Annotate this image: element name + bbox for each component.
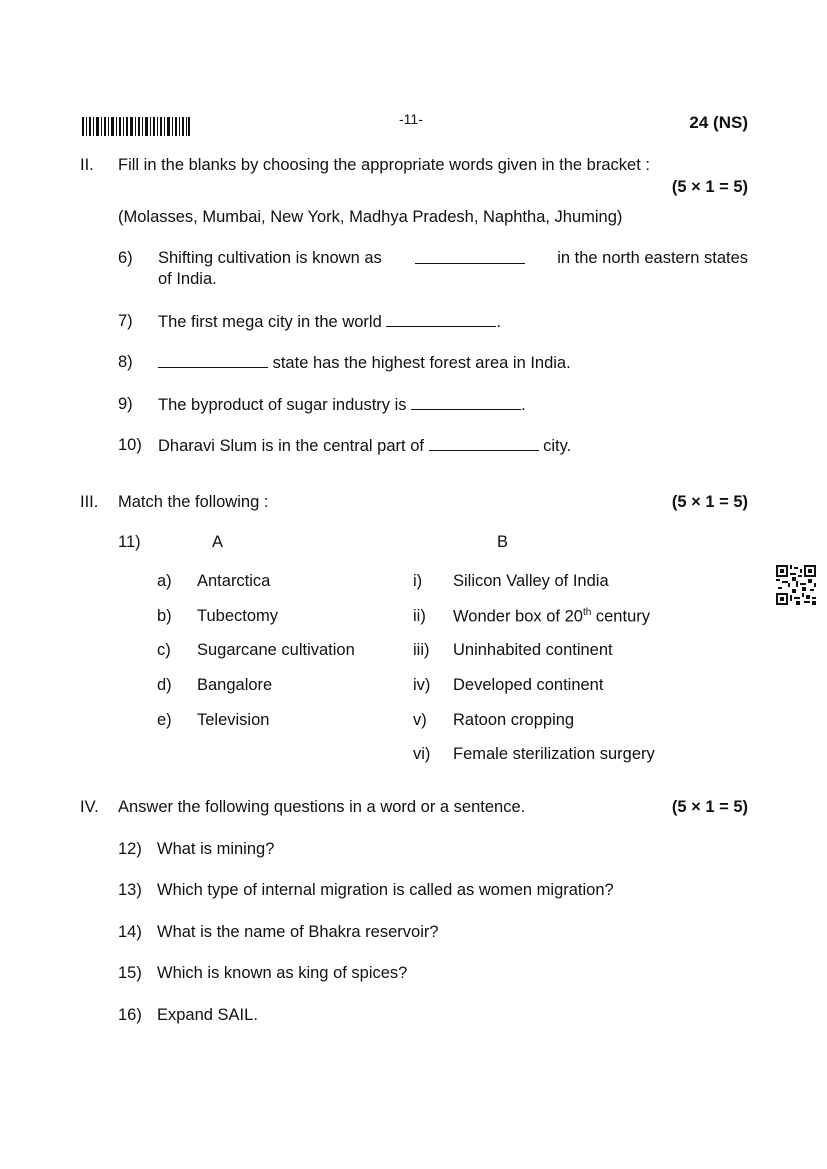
question-number: 6) bbox=[118, 249, 133, 267]
match-a-label: b) bbox=[157, 607, 172, 625]
section-2-roman: II. bbox=[80, 156, 94, 174]
question-text: What is the name of Bhakra reservoir? bbox=[157, 923, 439, 941]
column-a-header: A bbox=[212, 533, 224, 551]
question-number: 12) bbox=[118, 840, 142, 858]
answer-blank bbox=[429, 436, 539, 451]
match-b-label: v) bbox=[413, 711, 427, 729]
question-number: 14) bbox=[118, 923, 142, 941]
question-text: Which type of internal migration is called as women migration? bbox=[157, 881, 614, 899]
match-a-label: a) bbox=[157, 572, 172, 590]
match-b-label: iv) bbox=[413, 676, 431, 694]
match-a-text: Tubectomy bbox=[197, 607, 279, 625]
match-a-label: d) bbox=[157, 676, 172, 694]
match-a-text: Sugarcane cultivation bbox=[197, 641, 355, 659]
question-number: 16) bbox=[118, 1006, 142, 1024]
match-b-label: iii) bbox=[413, 641, 430, 659]
section-2-options: (Molasses, Mumbai, New York, Madhya Pradesh, Naphtha, Jhuming) bbox=[118, 208, 623, 226]
question-number: 8) bbox=[118, 353, 133, 371]
question-number: 13) bbox=[118, 881, 142, 899]
section-3-marks: (5 × 1 = 5) bbox=[671, 493, 748, 511]
match-b-text-row bbox=[453, 607, 650, 627]
answer-blank bbox=[386, 312, 496, 327]
section-3-roman: III. bbox=[80, 493, 99, 511]
question-text: Expand SAIL. bbox=[157, 1006, 258, 1024]
section-2-instruction: Fill in the blanks by choosing the appropriate words given in the bracket : bbox=[118, 156, 650, 174]
question-7-line bbox=[158, 312, 501, 332]
question-number: 9) bbox=[118, 395, 133, 413]
match-b-text: Silicon Valley of India bbox=[453, 572, 609, 590]
answer-blank bbox=[411, 395, 521, 410]
question-text: of India. bbox=[158, 270, 217, 288]
match-b-label: i) bbox=[413, 572, 423, 590]
match-a-text: Television bbox=[197, 711, 270, 729]
answer-blank bbox=[158, 353, 268, 368]
section-3-instruction: Match the following : bbox=[118, 493, 269, 511]
match-a-text: Bangalore bbox=[197, 676, 273, 694]
question-text: What is mining? bbox=[157, 840, 275, 858]
section-4-marks: (5 × 1 = 5) bbox=[671, 798, 748, 816]
section-4-roman: IV. bbox=[80, 798, 99, 816]
question-8-line bbox=[158, 353, 571, 373]
match-a-text: Antarctica bbox=[197, 572, 271, 590]
match-a-label: c) bbox=[157, 641, 171, 659]
answer-blank bbox=[415, 249, 525, 264]
superscript: th bbox=[582, 607, 592, 618]
match-a-label: e) bbox=[157, 711, 172, 729]
question-text: The byproduct of sugar industry is bbox=[158, 396, 407, 414]
match-b-label: vi) bbox=[413, 745, 431, 763]
question-10-line bbox=[158, 436, 571, 456]
match-b-label: ii) bbox=[413, 607, 426, 625]
section-4-instruction: Answer the following questions in a word or a sentence. bbox=[118, 798, 526, 816]
question-text: state has the highest forest area in India. bbox=[272, 354, 571, 372]
question-number: 10) bbox=[118, 436, 142, 454]
question-text: city. bbox=[543, 437, 572, 455]
question-text: The first mega city in the world bbox=[158, 313, 382, 331]
question-6-line bbox=[158, 249, 748, 268]
paper-code: 24 (NS) bbox=[689, 113, 748, 132]
question-text: in the north eastern states bbox=[557, 249, 748, 267]
question-text: Shifting cultivation is known as bbox=[158, 249, 382, 267]
match-b-text: Female sterilization surgery bbox=[453, 745, 655, 763]
question-9-line bbox=[158, 395, 526, 415]
question-number: 11) bbox=[118, 533, 141, 551]
question-text: . bbox=[521, 396, 526, 414]
qr-code bbox=[776, 565, 816, 605]
question-text: . bbox=[496, 313, 501, 331]
match-b-text: Ratoon cropping bbox=[453, 711, 575, 729]
question-text: Which is known as king of spices? bbox=[157, 964, 408, 982]
match-b-text: Uninhabited continent bbox=[453, 641, 613, 659]
section-2-marks: (5 × 1 = 5) bbox=[671, 178, 748, 196]
question-text: Dharavi Slum is in the central part of bbox=[158, 437, 424, 455]
barcode bbox=[82, 117, 190, 136]
page-number: -11- bbox=[399, 111, 423, 127]
match-b-text: Developed continent bbox=[453, 676, 604, 694]
column-b-header: B bbox=[497, 533, 509, 551]
match-b-text: Wonder box of 20 bbox=[453, 607, 583, 626]
question-number: 15) bbox=[118, 964, 142, 982]
question-number: 7) bbox=[118, 312, 133, 330]
match-b-text-suffix: century bbox=[591, 607, 650, 626]
